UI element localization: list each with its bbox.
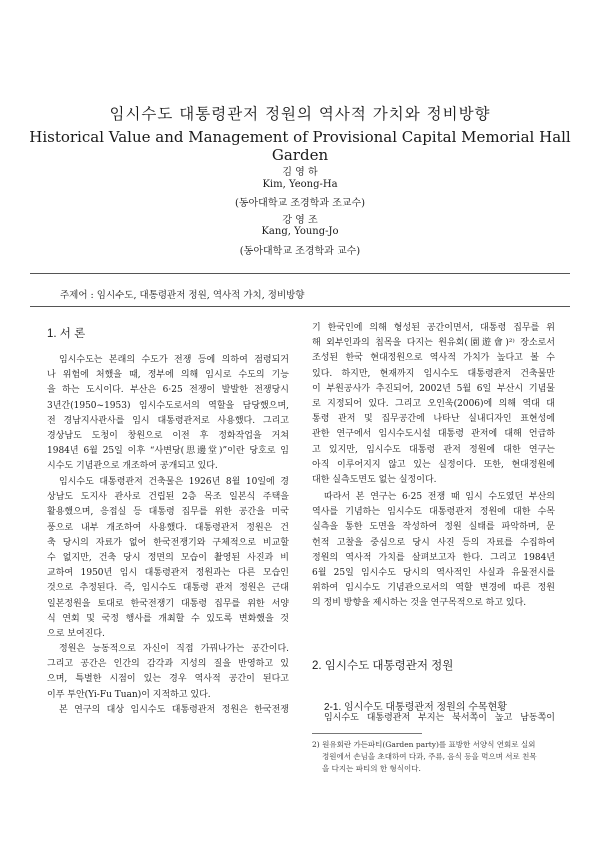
text-line: 임시수도 대통령관저 건축물은 1926년 8월 10일에 경 — [59, 477, 289, 487]
left-paragraph-4 — [47, 703, 289, 718]
text-line: 시수도 기념관으로 개조하여 공개되고 있다. — [47, 461, 218, 472]
right-paragraph-1 — [312, 321, 555, 488]
text-line: 통령 관저 및 집무공간에 나타난 실내디자인 표현성에 — [312, 414, 555, 425]
text-line: 관한 연구에서 임시수도시설 대통령 관저에 대해 언급하 — [312, 429, 555, 440]
footnote-line: 2) 원유회란 가든파티(Garden party)를 표방한 서양식 연회로 실외 — [312, 740, 536, 749]
footnote-line: 정원에서 손님을 초대하여 다과, 주류, 음식 등을 먹으며 서로 친목 — [322, 752, 537, 761]
author-2-name-en: Kang, Young-Jo — [261, 226, 339, 237]
text-line: 고 있지만, 임시수도 대통령 관저 정원에 대한 연구는 — [312, 444, 555, 455]
text-line: 본 연구의 대상 임시수도 대통령관저 정원은 한국전쟁 — [59, 705, 289, 715]
footnote-line: 을 다지는 파티의 한 형식이다. — [322, 764, 421, 773]
text-line: 임시수도 대통령관저 부지는 북서쪽이 높고 남동쪽이 — [324, 713, 555, 723]
text-line: 대한 실측도면도 없는 실정이다. — [312, 474, 437, 485]
text-line: 식 연회 및 국정 행사를 개최할 수 있도록 변화했을 것 — [47, 613, 289, 624]
text-line: 위하여 임시수도 기념관으로서의 역할 변경에 따른 정원 — [312, 583, 555, 594]
title-english: Historical Value and Management of Provisional Capital Memorial Hall Garden — [29, 128, 571, 164]
text-line: 나 위험에 처했을 때, 정부에 의해 임시로 수도의 기능 — [47, 370, 289, 381]
text-line: 로 지정되어 있다. 그리고 오인욱(2006)에 의해 역대 대 — [312, 398, 555, 409]
text-line: 정원은 능동적으로 자신이 직접 가꿔나가는 공간이다. — [59, 644, 289, 654]
author-2-affiliation: (동아대학교 조경학과 교수) — [239, 246, 361, 257]
text-line: 으며, 특별한 시점이 있는 경우 역사적 공간이 된다고 — [47, 674, 289, 685]
keywords-top-rule — [30, 273, 570, 274]
left-paragraph-2 — [47, 475, 289, 642]
text-line: 역사를 기념하는 임시수도 대통령관저 정원에 대한 수목 — [312, 507, 555, 518]
text-line: 상남도 도지사 관사로 건립된 2층 목조 일본식 주택을 — [47, 492, 289, 503]
right-paragraph-3 — [312, 711, 555, 726]
title-korean: 임시수도 대통령관저 정원의 역사적 가치와 정비방향 — [109, 105, 491, 123]
text-line: 기 한국인에 의해 형성된 공간이면서, 대통령 집무를 위 — [312, 323, 555, 333]
text-line: 6월 25일 임시수도 당시의 역사적인 사실과 유물전시를 — [312, 567, 555, 578]
author-1-name-en: Kim, Yeong-Ha — [262, 179, 338, 190]
keywords-bottom-rule — [30, 306, 570, 307]
footnote-rule — [312, 733, 422, 734]
text-line: 을 하는 도시이다. 부산은 6·25 전쟁이 발발한 전쟁당시 — [47, 385, 289, 396]
footnote-2 — [312, 739, 555, 775]
keywords: 주제어 : 임시수도, 대통령관저 정원, 역사적 가치, 정비방향 — [60, 290, 305, 301]
author-1-name-ko: 김 영 하 — [282, 167, 318, 178]
text-line: 아직 이루어지지 않고 있는 실정이다. 또한, 현대정원에 — [312, 459, 555, 470]
text-line: 정원의 역사적 가치를 살펴보고자 한다. 그리고 1984년 — [312, 552, 555, 563]
text-line: 축 당시의 자료가 없어 한국전쟁기와 구체적으로 비교할 — [47, 537, 289, 548]
text-line: 이 부원공사가 추진되어, 2002년 5월 6일 부산시 기념물 — [312, 383, 555, 394]
subsection-2-1-heading: 2-1. 임시수도 대통령관저 정원의 수목현황 — [324, 702, 507, 713]
text-line: 으로 보여진다. — [47, 628, 105, 639]
text-line: 헌적 고찰을 중심으로 당시 사진 등의 자료를 수집하여 — [312, 537, 555, 548]
text-line: 조성된 한국 현대정원으로 역사적 가치가 높다고 볼 수 — [312, 353, 555, 364]
text-line: 임시수도는 본래의 수도가 전쟁 등에 의하여 점령되거 — [59, 355, 289, 365]
text-line: 따라서 본 연구는 6·25 전쟁 때 임시 수도였던 부산의 — [324, 492, 555, 502]
author-2-name-ko: 강 영 조 — [282, 215, 318, 226]
text-line: 활용했으며, 응접실 등 대통령 집무를 위한 공간을 미국 — [47, 507, 289, 518]
text-line: 그리고 공간은 인간의 감각과 지성의 질을 반영하고 있 — [47, 659, 289, 670]
section-1-heading: 1. 서 론 — [47, 328, 86, 340]
text-line: 수 없지만, 건축 당시 정면의 모습이 촬영된 사진과 비 — [47, 552, 289, 563]
text-line: 일본정원을 토대로 한국전쟁기 대통령 집무를 위한 서양 — [47, 598, 289, 609]
left-paragraph-1 — [47, 353, 289, 475]
text-line: 것으로 추정된다. 즉, 임시수도 대통령 관저 정원은 근대 — [47, 583, 289, 594]
text-line: 실측을 통한 도면을 작성하여 정원 실태를 파악하며, 문 — [312, 522, 555, 533]
right-paragraph-2 — [312, 490, 555, 612]
text-line: 풍으로 내부 개조하여 사용했다. 대통령관저 정원은 건 — [47, 522, 289, 533]
text-line: 교하여 1950년 임시 대통령관저 정원과는 다른 모습인 — [47, 568, 289, 579]
text-line: 전 경남지사관사를 임시 대통령관저로 사용했다. 그리고 — [47, 415, 289, 426]
text-line: 이푸 투안(Yi-Fu Tuan)이 지적하고 있다. — [47, 689, 211, 700]
text-line: 3년간(1950~1953) 임시수도로서의 역할을 담당했으며, — [47, 400, 289, 411]
section-2-heading: 2. 임시수도 대통령관저 정원 — [312, 660, 454, 672]
text-line: 있다. 하지만, 현재까지 임시수도 대통령관저 건축물만 — [312, 368, 555, 379]
text-line: 1984년 6월 25일 이후 “사변당(思邊堂)”이란 당호로 임 — [47, 446, 289, 457]
left-paragraph-3 — [47, 642, 289, 703]
text-line: 경상남도 도청이 창원으로 이전 후 정화작업을 거쳐 — [47, 430, 289, 441]
text-line: 해 외부인과의 칩목을 다지는 원유회(園遊會)²⁾ 장소로서 — [312, 338, 555, 349]
text-line: 의 정비 방향을 제시하는 것을 연구목적으로 하고 있다. — [312, 598, 527, 609]
author-1-affiliation: (동아대학교 조경학과 조교수) — [234, 198, 366, 209]
